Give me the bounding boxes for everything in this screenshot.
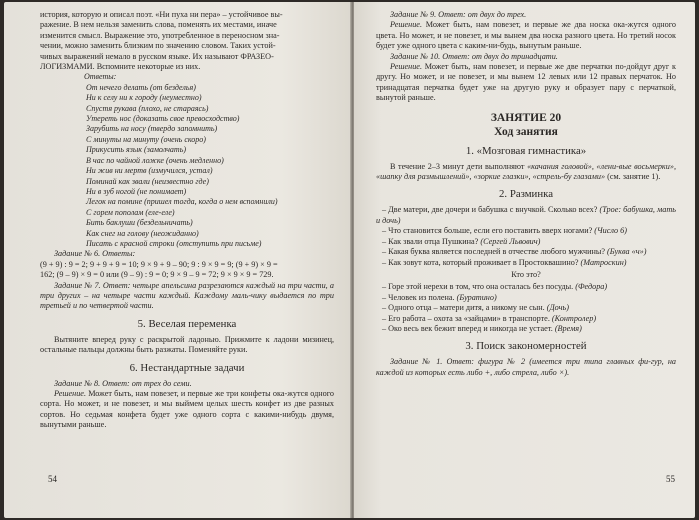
intro-line: изменится смысл. Выражение это, употребленное в переносном зна- [40, 30, 280, 40]
section1-paragraph [376, 162, 676, 183]
who-answer: (Буратино) [456, 292, 497, 302]
answer-item: С минуты на минуту (очень скоро) [86, 134, 206, 144]
who-answer: (Федора) [575, 282, 608, 292]
task10-text: Может быть, нам повезет, и первые же две перчатки по-дойдут друг к другу. Но может, и не повезет, и мы вынем 12 левых или 12 правых перчаток. Но тринадцатая перчатка будет уже на другую руку и образует пару с перчаткой, вынутой раньше. [376, 62, 677, 103]
task9-text: Может быть, нам повезет, и первые же два носка ока-жутся одного цвета. Но может, и не повезет, и мы вынем два носка разного цвета. Но третий носок будет уже одного цвета с каким-ни-будь, вынутым раньше. [376, 20, 676, 51]
intro-line: история, которую и описал поэт. «Ни пуха ни пера» – устойчивое вы- [40, 10, 283, 19]
page-number-right: 55 [666, 474, 675, 484]
task8-paragraph [40, 389, 334, 431]
section2-title: 2. Разминка [499, 188, 553, 201]
intro-line: ЛОГИЗМАМИ. Вспомните некоторые из них. [40, 62, 201, 72]
riddle-answer: (Буква «ч») [607, 247, 647, 257]
riddle-question: – Какая буква является последней в отчестве любого мужчины? [382, 247, 605, 257]
riddle-answer: (Матроскин) [580, 257, 627, 267]
answer-item: Поминай как звали (неизвестно где) [86, 176, 209, 186]
riddle-answer: (Сергей Львович) [480, 236, 541, 246]
answer-item: В час по чайной ложке (очень медленно) [86, 155, 224, 165]
intro-paragraph [40, 10, 334, 72]
riddle-answer: (Трое: бабушка, мать и дочь) [376, 205, 676, 225]
task10-paragraph [376, 62, 676, 104]
riddle-answer: (Число 6) [594, 226, 628, 236]
section5-text: Вытяните вперед руку с раскрытой ладонью. Прижмите к ладони мизинец, остальные пальцы должны быть разжаты. Поменяйте руки. [40, 334, 334, 355]
who-heading: Кто это? [511, 269, 541, 279]
task10-label: Задание № 10. Ответ: от двух до тринадцати. [390, 51, 558, 61]
who-answer: (Время) [554, 323, 582, 333]
intro-line: чении, можно заменить близким по значению словом. Таких устой- [40, 41, 276, 51]
who-question: – Человек из полена. [382, 292, 455, 302]
riddle [376, 205, 676, 226]
task6-paragraph [40, 249, 334, 280]
book-spread [4, 2, 695, 518]
section1-text-a: В течение 2–3 минут дети выполняют [390, 161, 528, 171]
task6-line: (9 + 9) : 9 = 2; 9 + 9 + 9 = 10; 9 × 9 + 9 – 90; 9 : 9 × 9 = 9; (9 + 9) × 9 = [40, 259, 278, 269]
lesson-subtitle: Ход занятия [494, 125, 558, 138]
who-question: – Горе этой нерехи в том, что она осталась без посуды. [382, 282, 574, 292]
riddle [376, 226, 676, 236]
who-answer: (Дочь) [546, 303, 569, 313]
task8-label: Задание № 8. Ответ: от трех до семи. [54, 378, 192, 388]
answers-list [86, 83, 334, 250]
section1-text-b: «качания головой», «лени-вые восьмерки», «шапку для размышлений», «зоркие глазки», «стрель-бу глазами» [376, 161, 676, 182]
answer-item: Легок на помине (пришел тогда, когда о нем вспомнили) [86, 197, 278, 207]
page-number-left: 54 [48, 474, 57, 484]
task9-paragraph [376, 20, 676, 51]
lesson-title: ЗАНЯТИЕ 20 [490, 111, 562, 124]
riddle-question: – Как звали отца Пушкина? [382, 236, 479, 246]
task1-label: Задание № 1. Ответ: [390, 357, 475, 367]
riddle-question: – Что становится больше, если его поставить вверх ногами? [382, 226, 593, 236]
task1-paragraph [376, 357, 676, 378]
section3-title: 3. Поиск закономерностей [465, 340, 587, 353]
right-page-content [376, 10, 676, 378]
who-item [376, 324, 676, 334]
who-item [376, 303, 676, 313]
riddle [376, 237, 676, 247]
left-page-content [40, 10, 334, 431]
answer-item: Спустя рукава (плохо, не стараясь) [86, 103, 209, 113]
answer-item: С горем пополам (еле-еле) [86, 207, 175, 217]
answer-item: Писать с красной строки (отступить при письме) [86, 238, 262, 248]
who-item [376, 282, 676, 292]
riddle-question: – Как зовут кота, который проживает в Простоквашино? [382, 257, 579, 267]
answer-item: От нечего делать (от безделья) [86, 82, 196, 92]
answer-item: Зарубить на носу (твердо запомнить) [86, 124, 218, 134]
answer-item: Утереть нос (доказать свое превосходство) [86, 114, 240, 124]
who-question: – Его работа – охота за «зайцами» в транспорте. [382, 313, 550, 323]
section1-text-c: (см. занятие 1). [605, 172, 661, 182]
task8-text: Может быть, нам повезет, и первые же три конфеты ока-жутся одного сорта. Но может, и не повезет, и мы выймем целых шесть конфет из две разных сортов. Но седьмая конфета будет уже одного сорта с какими-нибудь двумя, вынутыми раньше. [40, 389, 334, 430]
task9-solution-label: Решение. [390, 20, 422, 30]
task6-line: 162; (9 – 9) × 9 = 0 или (9 – 9) : 9 = 0; 9 × 9 – 9 = 72; 9 × 9 × 9 = 729. [40, 270, 274, 280]
answers-heading: Ответы: [84, 72, 117, 82]
left-page [4, 2, 351, 518]
who-item [376, 293, 676, 303]
section5-title: 5. Веселая переменка [137, 317, 237, 330]
answer-item: Бить баклуши (бездельничать) [86, 218, 193, 228]
intro-line: чивых выражений немало в русском языке. Их называют ФРАЗЕО- [40, 51, 274, 61]
task7-paragraph [40, 281, 334, 312]
task6-label: Задание № 6. Ответы: [54, 249, 136, 259]
task10-solution-label: Решение. [390, 62, 422, 72]
who-question: – Око весь век бежит вперед и никогда не устает. [382, 323, 553, 333]
task7-text: четыре апельсина разрезаются каждый на три части, а три других – на четыре части каждый. Каждому маль-чику выдается по три третьей и по четвертой части. [40, 280, 335, 311]
who-question: – Одного отца – матери дитя, а никому не сын. [382, 303, 545, 313]
intro-line: ражение. В нем нельзя заменить слова, поменять их местами, иначе [40, 20, 277, 30]
riddle [376, 258, 676, 268]
who-item [376, 314, 676, 324]
right-page [354, 2, 695, 518]
task7-label: Задание № 7. Ответ: [54, 280, 131, 290]
answer-item: Прикусить язык (замолчать) [86, 145, 187, 155]
answer-item: Ни в зуб ногой (не понимает) [86, 186, 187, 196]
task9-label: Задание № 9. Ответ: от двух до трех. [390, 10, 527, 19]
riddle [376, 247, 676, 257]
who-answer: (Контролер) [551, 313, 597, 323]
answer-item: Ни к селу ни к городу (неуместно) [86, 93, 202, 103]
answer-item: Ни жив ни мертв (измучился, устал) [86, 166, 213, 176]
section1-title: 1. «Мозговая гимнастика» [465, 144, 587, 157]
section6-title: 6. Нестандартные задачи [129, 361, 245, 374]
riddle-question: – Две матери, две дочери и бабушка с внучкой. Сколько всех? [382, 205, 598, 215]
answer-item: Как снег на голову (неожиданно) [86, 228, 199, 238]
task1-text: фигура № 2 (имеется три типа главных фи-гур, на каждой из которых есть либо +, либо стрела, либо ×). [376, 357, 676, 377]
task8-solution-label: Решение. [54, 389, 86, 398]
